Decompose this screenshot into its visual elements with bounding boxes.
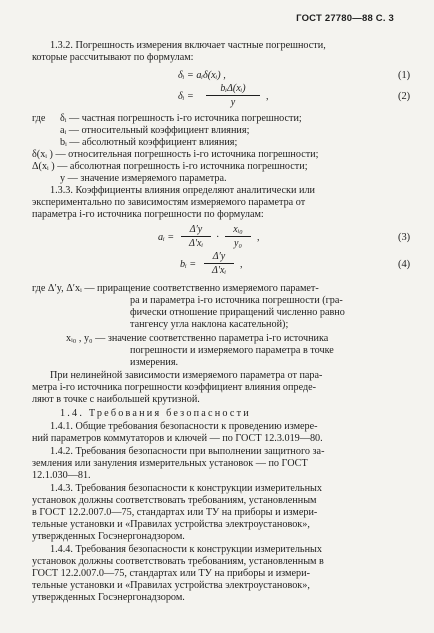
equation-2-denominator: y <box>230 97 236 108</box>
definition-6: y — значение измеряемого параметра. <box>60 173 227 184</box>
para-1-4-3-line-1: 1.4.3. Требования безопасности к конструкции измерительных <box>50 483 322 494</box>
para-1-3-3-line-3: параметра i-го источника погрешности по формулам: <box>32 209 264 220</box>
equation-3-fraction-2-denominator: y₀ <box>234 238 242 249</box>
equation-4-numerator: Δ′y <box>212 251 226 262</box>
para-1-4-4-line-3: ГОСТ 12.2.007.0—75, стандартах или ТУ на приборы и измери- <box>32 568 310 579</box>
equation-3-fraction-2 <box>225 224 251 249</box>
running-header: ГОСТ 27780—88 С. 3 <box>296 13 394 24</box>
equation-3-number: (3) <box>398 232 411 243</box>
where-value-line-2: погрешности и измеряемого параметра в точке <box>130 345 334 356</box>
equation-3-fraction-1 <box>181 224 211 249</box>
equation-3-fraction-2-numerator: xᵢ₀ <box>233 224 243 235</box>
equation-3-dot: · <box>216 232 220 243</box>
equation-4-comma: , <box>240 259 243 270</box>
para-1-4-1-line-1: 1.4.1. Общие требования безопасности к проведению измере- <box>50 421 318 432</box>
definition-3: bᵢ — абсолютный коэффициент влияния; <box>60 137 238 148</box>
equation-4-number: (4) <box>398 259 411 270</box>
definition-2: aᵢ — относительный коэффициент влияния; <box>60 125 250 136</box>
equation-1: δᵢ = aᵢδ(xᵢ) , <box>178 70 226 81</box>
equation-3-lhs: aᵢ = <box>158 232 175 243</box>
para-1-3-2-line-1: 1.3.2. Погрешность измерения включает частные погрешности, <box>50 40 326 51</box>
where-increment-line-1: где Δ′y, Δ′xᵢ — приращение соответственно измеряемого парамет- <box>32 283 319 294</box>
where-increment-line-3: фически отношение приращений численно равно <box>130 307 345 318</box>
equation-4-fraction <box>204 251 234 276</box>
definition-5: Δ(xᵢ ) — абсолютная погрешность i-го источника погрешности; <box>32 161 308 172</box>
para-1-4-4-line-5: утвержденных Госэнергонадзором. <box>32 592 185 603</box>
equation-2-number: (2) <box>398 91 411 102</box>
para-1-4-2-line-1: 1.4.2. Требования безопасности при выполнении защитного за- <box>50 446 325 457</box>
equation-2-lhs: δᵢ = <box>178 91 194 102</box>
para-1-4-3-line-4: тельные установки и «Правилах устройства электроустановок», <box>32 519 310 530</box>
section-1-4-title: 1.4. Требования безопасности <box>60 408 251 419</box>
equation-3-comma: , <box>257 232 260 243</box>
nonlinear-para-line-1: При нелинейной зависимости измеряемого параметра от пара- <box>50 370 323 381</box>
para-1-3-3-line-1: 1.3.3. Коэффициенты влияния определяют аналитически или <box>50 185 315 196</box>
para-1-4-4-line-4: тельные установки и «Правилах устройства электроустановок», <box>32 580 310 591</box>
equation-3-fraction-1-denominator: Δ′xᵢ <box>188 238 204 249</box>
equation-2-numerator: bᵢΔ(xᵢ) <box>220 83 246 94</box>
where-increment-line-2: ра и параметра i-го источника погрешности (гра- <box>130 295 343 306</box>
fraction-bar <box>181 236 211 237</box>
para-1-4-2-line-2: земления или зануления измерительных установок — по ГОСТ <box>32 458 308 469</box>
equation-2-fraction <box>206 83 260 108</box>
equation-3-fraction-1-numerator: Δ′y <box>189 224 203 235</box>
para-1-3-2-line-2: которые рассчитывают по формулам: <box>32 52 194 63</box>
equation-2-comma: , <box>266 91 269 102</box>
para-1-4-2-line-3: 12.1.030—81. <box>32 470 91 481</box>
definition-1: δᵢ — частная погрешность i-го источника погрешности; <box>60 113 302 124</box>
where-value-line-3: измерения. <box>130 357 179 368</box>
fraction-bar <box>204 263 234 264</box>
para-1-4-3-line-5: утвержденных Госэнергонадзором. <box>32 531 185 542</box>
nonlinear-para-line-2: метра i-го источника погрешности коэффициент влияния опреде- <box>32 382 317 393</box>
where-label: где <box>32 113 46 124</box>
equation-4-denominator: Δ′xᵢ <box>211 265 227 276</box>
para-1-3-3-line-2: экспериментально по зависимостям измеряемого параметра от <box>32 197 306 208</box>
fraction-bar <box>225 236 251 237</box>
equation-4-lhs: bᵢ = <box>180 259 197 270</box>
where-value-line-1: xᵢ₀ , y₀ — значение соответственно параметра i-го источника <box>66 333 329 344</box>
para-1-4-3-line-3: в ГОСТ 12.2.007.0—75, стандартах или ТУ на приборы и измери- <box>32 507 318 518</box>
fraction-bar <box>206 95 260 96</box>
para-1-4-4-line-2: установок должны соответствовать требованиям, установленным в <box>32 556 324 567</box>
definition-4: δ(xᵢ ) — относительная погрешность i-го источника погрешности; <box>32 149 319 160</box>
para-1-4-4-line-1: 1.4.4. Требования безопасности к конструкции измерительных <box>50 544 322 555</box>
nonlinear-para-line-3: ляют в точке с наибольшей крутизной. <box>32 394 200 405</box>
equation-1-number: (1) <box>398 70 411 81</box>
where-increment-line-4: тангенсу угла наклона касательной); <box>130 319 289 330</box>
para-1-4-3-line-2: установок должны соответствовать требованиям, установленным <box>32 495 317 506</box>
para-1-4-1-line-2: ний параметров коммутаторов и ключей — по ГОСТ 12.3.019—80. <box>32 433 323 444</box>
